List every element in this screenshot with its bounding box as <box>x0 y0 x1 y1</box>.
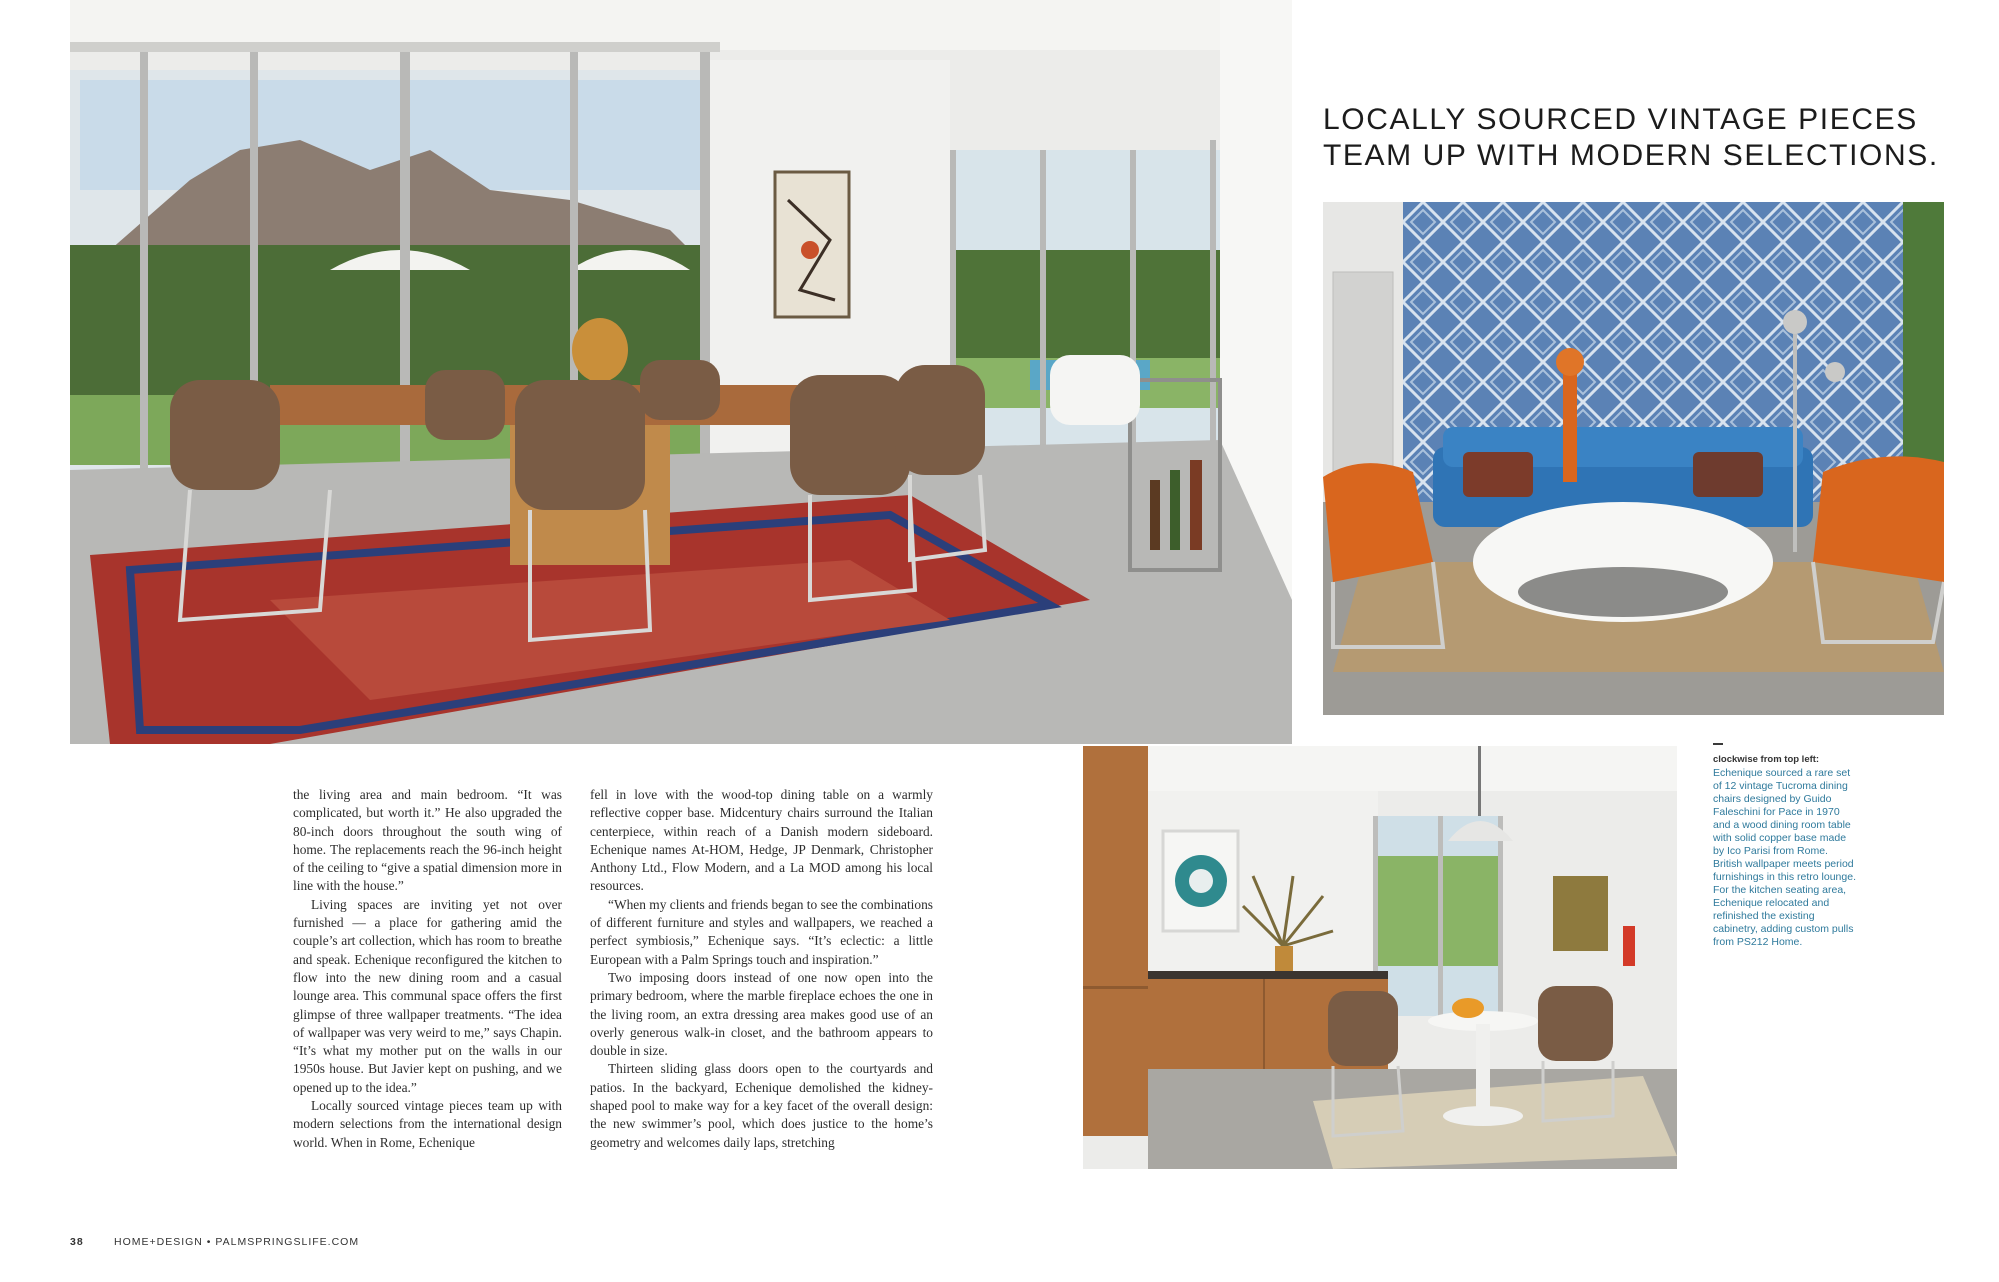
body-paragraph: fell in love with the wood-top dining table on a warmly reflective copper base. Midcentury chairs surround the Italian centerpiece, within reach of a Danish modern sideboard. Echenique names At-HOM, Hedge, JP Denmark, Christopher Anthony Ltd., Flow Modern, and a La MOD among his local resources. <box>590 787 933 894</box>
kitchen-seating-photo <box>1083 746 1677 1169</box>
body-column-2 <box>590 786 933 1152</box>
dining-room-photo <box>70 0 1292 744</box>
body-paragraph: the living area and main bedroom. “It was complicated, but worth it.” He also upgraded the 80-inch doors throughout the south wing of home. The replacements reach the 96-inch height of the ceiling to “give a spatial dimension more in line with the house.” <box>293 787 562 894</box>
headline-line-2: TEAM UP WITH MODERN SELECTIONS. <box>1323 139 1939 172</box>
caption-rule <box>1713 743 1723 745</box>
lounge-photo <box>1323 202 1944 715</box>
headline-line-1: LOCALLY SOURCED VINTAGE PIECES <box>1323 103 1918 136</box>
body-paragraph: Thirteen sliding glass doors open to the courtyards and patios. In the backyard, Echenique demolished the kidney-shaped pool to make way for a key facet of the overall design: the new swimmer’s pool, which does justice to the home’s geometry and welcomes daily laps, stretching <box>590 1061 933 1150</box>
body-column-1 <box>293 786 562 1152</box>
pull-quote-headline <box>1323 102 1943 174</box>
body-paragraph: “When my clients and friends began to see the combinations of different furniture and styles and wallpapers, we reached a perfect symbiosis,” Echenique says. “It’s eclectic: a little European with a Palm Springs touch and inspiration.” <box>590 896 933 967</box>
caption-heading: clockwise from top left: <box>1713 754 1820 765</box>
photo-caption <box>1713 743 1856 949</box>
body-paragraph: Two imposing doors instead of one now open into the primary bedroom, where the marble fireplace echoes the one in the living room, an extra dressing area makes good use of an overly generous walk-in closet, and the bathroom appears to double in size. <box>590 969 933 1059</box>
page-number: 38 <box>70 1236 84 1248</box>
running-footer: HOME+DESIGN • PALMSPRINGSLIFE.COM <box>114 1236 360 1248</box>
body-paragraph: Living spaces are inviting yet not over furnished — a place for gathering amid the couple’s art collection, which has room to breathe and speak. Echenique reconfigured the kitchen to flow into the new dining room and a casual lounge area. This communal space offers the first glimpse of three wallpaper treatments. “The idea of wallpaper was very weird to me,” says Chapin. “It’s what my mother put on the walls in our 1950s house. But Javier kept on pushing, and we opened up to the idea.” <box>293 896 562 1095</box>
caption-text: Echenique sourced a rare set of 12 vintage Tucroma dining chairs designed by Guido Faleschini for Pace in 1970 and a wood dining room table with solid copper base made by Ico Parisi from Rome. British wallpaper meets period furnishings in this retro lounge. For the kitchen seating area, Echenique relocated and refinished the existing cabinetry, adding custom pulls from PS212 Home. <box>1713 767 1856 948</box>
body-paragraph: Locally sourced vintage pieces team up with modern selections from the international design world. When in Rome, Echenique <box>293 1098 562 1150</box>
